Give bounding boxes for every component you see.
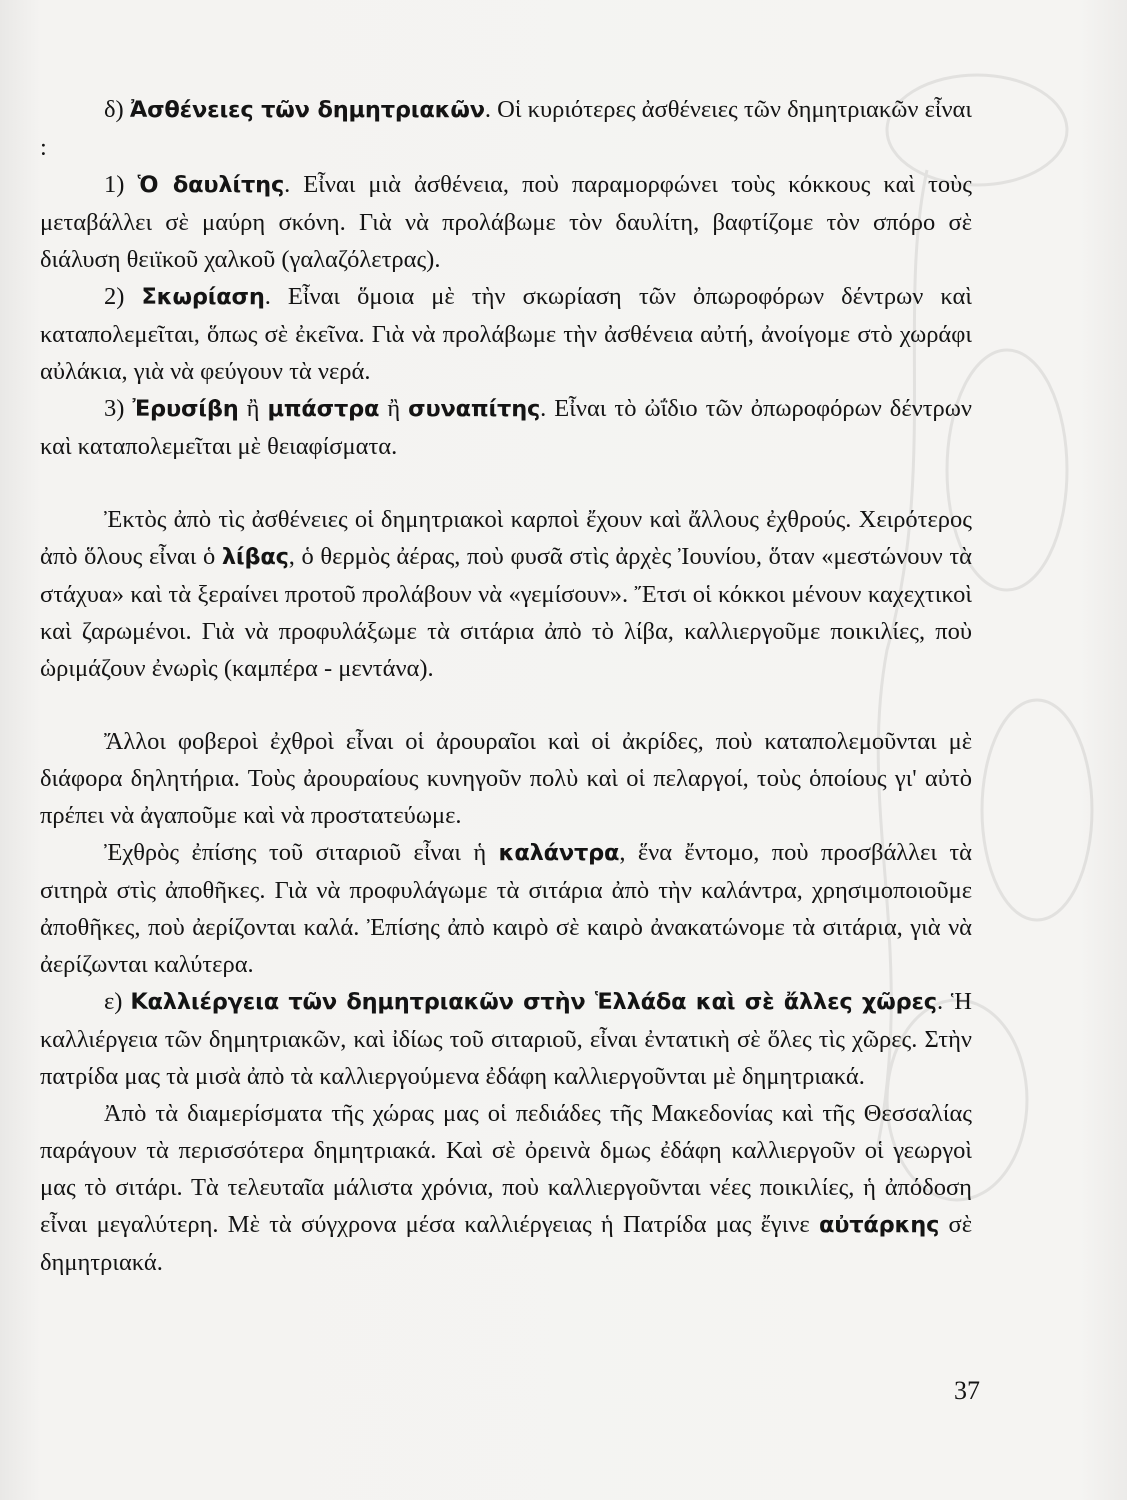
text-run: . Εἶναι ὅμοια μὲ τὴν σκωρίαση τῶν ὀπωροφόρων δέντρων καὶ καταπολεμεῖται, ὅπως σὲ ἐκεῖνα. Γιὰ νὰ προλάβωμε τὴν ἀσθένεια αὐτή, ἀνοίγομε στὸ χωράφι αὐλάκια, γιὰ νὰ φεύγουν τὰ νερά. — [40, 283, 972, 385]
text-run: Ἐκτὸς ἀπὸ τὶς ἀσθένειες οἱ δημητριακοὶ καρποὶ ἔχουν καὶ ἄλλους ἐχθρούς. Χειρότερος ἀπὸ ὅλους εἶναι ὁ — [40, 506, 972, 570]
bold-term: Ὁ δαυλίτης — [137, 172, 285, 198]
text-run: 1) — [104, 171, 138, 198]
text-run: 2) — [104, 283, 142, 310]
text-run: , ὁ θερμὸς ἀέρας, ποὺ φυσᾶ στὶς ἀρχὲς Ἰουνίου, ὅταν «μεστώνουν τὰ στάχυα» καὶ τὰ ξεραίνει προτοῦ προλάβουν νὰ «γεμίσουν». Ἔτσι οἱ κόκκοι μένουν καχεχτικοὶ καὶ ζαρωμένοι. Γιὰ νὰ προφυλάξωμε τὰ σιτάρια ἀπὸ τὸ λίβα, καλλιεργοῦμε ποικιλίες, ποὺ ὡριμάζουν ἐνωρὶς (καμπέρα - μεντάνα). — [40, 543, 972, 682]
paragraph-enemies-2 — [40, 723, 972, 834]
text-run: , ἕνα ἔντομο, ποὺ προσβάλλει τὰ σιτηρὰ στὶς ἀποθῆκες. Γιὰ νὰ προφυλάγωμε τὰ σιτάρια ἀπὸ τὴν καλάντρα, χρησιμοποιοῦμε ἀποθῆκες, ποὺ ἀερίζονται καλά. Ἐπίσης ἀπὸ καιρὸ σὲ καιρὸ ἀνακατώνομε τὰ σιτάρια, γιὰ νὰ ἀερίζωνται καλύτερα. — [40, 839, 972, 978]
text-run: . Εἶναι τὸ ὠΐδιο τῶν ὀπωροφόρων δέντρων καὶ καταπολεμεῖται μὲ θειαφίσματα. — [40, 395, 972, 460]
bold-term: Ἀσθένειες τῶν δημητριακῶν — [129, 97, 485, 123]
text-run: . Εἶναι μιὰ ἀσθένεια, ποὺ παραμορφώνει τοὺς κόκκους καὶ τοὺς μεταβάλλει σὲ μαύρη σκόνη. Γιὰ νὰ προλάβωμε τὸν δαυλίτη, βαφτίζομε τὸν σπόρο σὲ διάλυση θειϊκοῦ χαλκοῦ (γαλαζόλετρας). — [40, 171, 972, 273]
text-run: ε) — [104, 988, 131, 1015]
paragraph-disease-1 — [40, 166, 972, 278]
bold-term: Σκωρίαση — [141, 284, 265, 310]
text-run: δ) — [104, 96, 130, 123]
text-run: Ἀπὸ τὰ διαμερίσματα τῆς χώρας μας οἱ πεδιάδες τῆς Μακεδονίας καὶ τῆς Θεσσαλίας παράγουν τὰ περισσότερα δημητριακά. Καὶ σὲ ὀρεινὰ δμως ἐδάφη καλλιεργοῦν οἱ γεωργοὶ μας τὸ σιτάρι. Τὰ τελευταῖα μάλιστα χρόνια, ποὺ καλλιεργοῦνται νέες ποικιλίες, ἡ ἀπόδοση εἶναι μεγαλύτερη. Μὲ τὰ σύγχρονα μέσα καλλιέργειας ἡ Πατρίδα μας ἔγινε — [40, 1100, 972, 1238]
bold-term: καλάντρα — [498, 840, 620, 866]
page-number: 37 — [954, 1376, 980, 1405]
text-run: . Ἡ καλλιέργεια τῶν δημητριακῶν, καὶ ἰδίως τοῦ σιταριοῦ, εἶναι ἐντατικὴ σὲ ὅλες τὶς χῶρες. Στὴν πατρίδα μας τὰ μισὰ ἀπὸ τὰ καλλιεργούμενα ἐδάφη καλλιεργοῦνται μὲ δημητριακά. — [40, 988, 972, 1090]
text-run: . Οἱ κυριότερες ἀσθένειες τῶν δημητριακῶν εἶναι : — [40, 96, 972, 161]
text-run: ἢ — [238, 395, 268, 422]
bold-term: αὐτάρκης — [818, 1212, 940, 1238]
bold-term: Καλλιέργεια τῶν δημητριακῶν στὴν Ἑλλάδα καὶ σὲ ἄλλες χῶρες — [130, 989, 937, 1015]
bold-term: Ἐρυσίβη — [132, 396, 239, 422]
text-run: 3) — [104, 395, 133, 422]
paragraph-s-delta — [40, 91, 972, 166]
text-run: Ἄλλοι φοβεροὶ ἐχθροὶ εἶναι οἱ ἀρουραῖοι καὶ οἱ ἀκρίδες, ποὺ καταπολεμοῦνται μὲ διάφορα δηλητήρια. Τοὺς ἀρουραίους κυνηγοῦν πολὺ καὶ οἱ πελαργοί, τοὺς ὁποίους γι' αὐτὸ πρέπει νὰ ἀγαποῦμε καὶ νὰ προστατεύωμε. — [40, 728, 972, 829]
text-run: ἢ — [379, 395, 409, 422]
paragraph-s-epsilon — [40, 983, 972, 1095]
paragraph-disease-2 — [40, 278, 972, 390]
paragraph-disease-3 — [40, 390, 972, 465]
text-run: σὲ δημητριακά. — [40, 1211, 972, 1276]
body-text — [40, 91, 972, 1281]
bold-term: μπάστρα — [267, 396, 380, 422]
text-run: Ἐχθρὸς ἐπίσης τοῦ σιταριοῦ εἶναι ἡ — [104, 839, 499, 866]
bold-term: λίβας — [221, 544, 289, 570]
bold-term: συναπίτης — [408, 396, 541, 422]
paragraph-enemies-1 — [40, 501, 972, 687]
paragraph-greece-regions — [40, 1095, 972, 1281]
paragraph-enemies-3 — [40, 834, 972, 983]
